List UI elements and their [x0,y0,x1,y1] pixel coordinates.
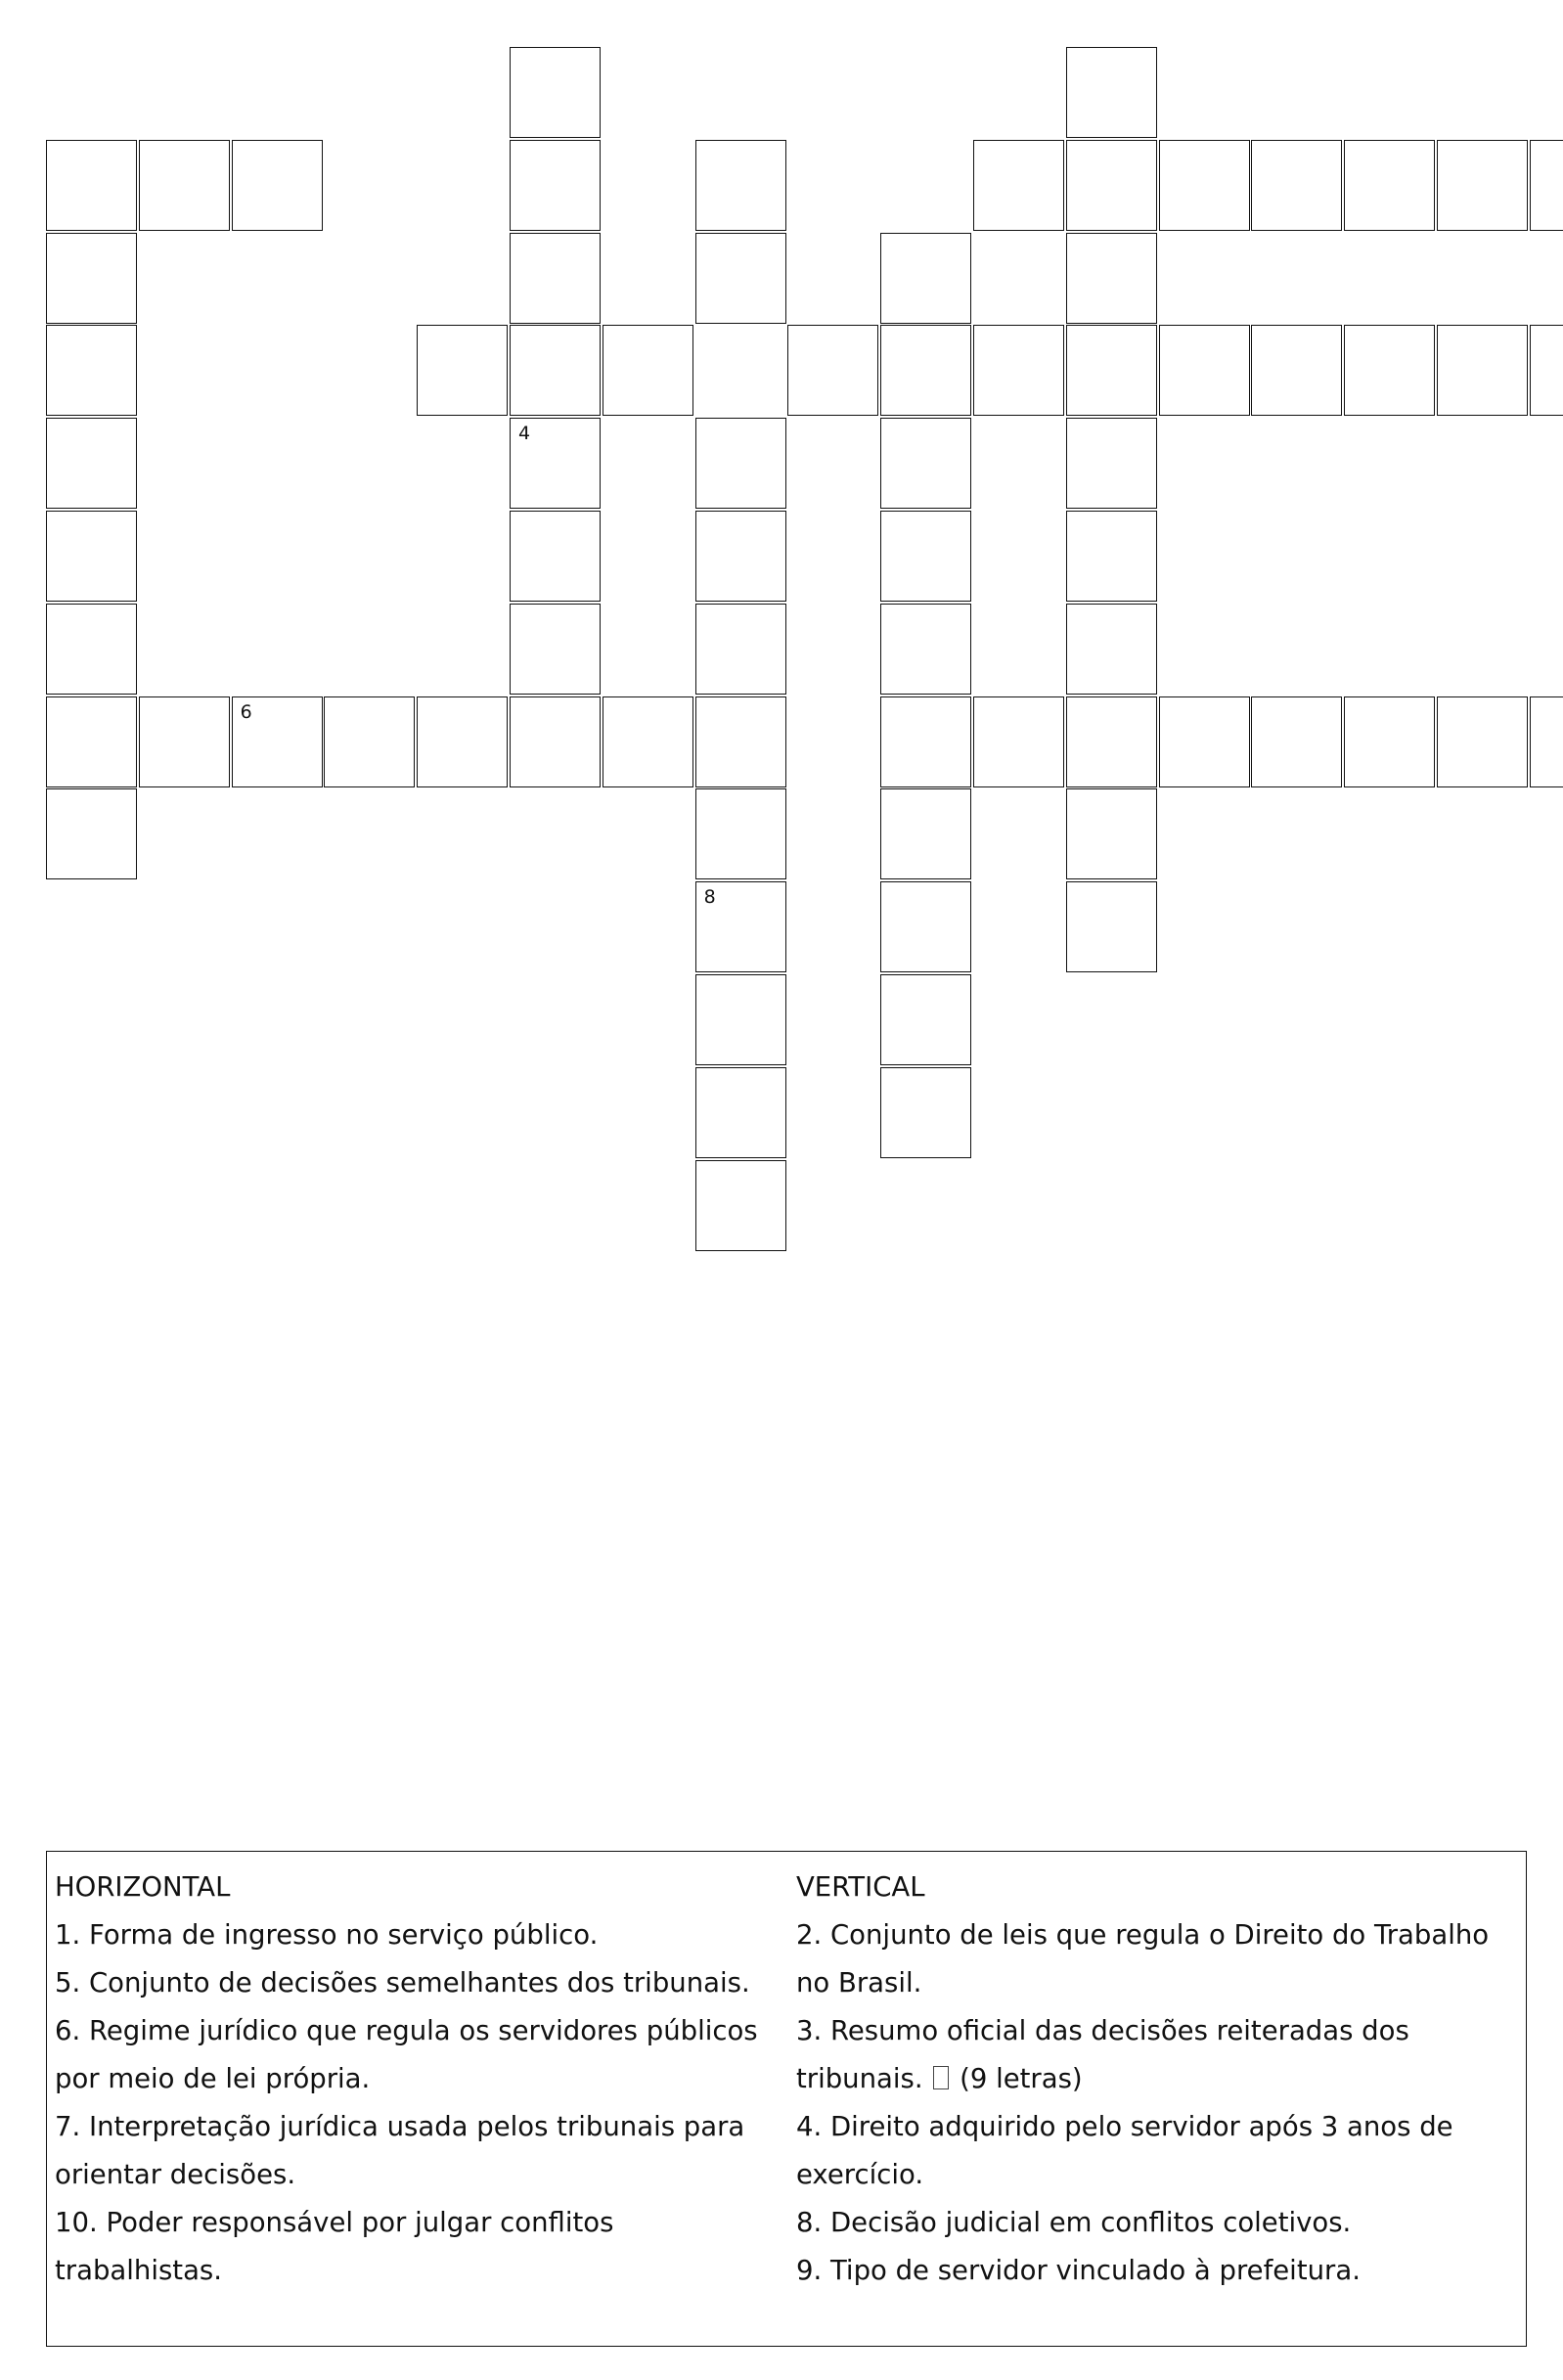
grid-cell[interactable] [880,974,971,1065]
horizontal-title: HORIZONTAL [55,1871,231,1903]
grid-cell[interactable] [1251,140,1342,231]
missing-glyph-icon [933,2066,949,2089]
grid-cell[interactable] [880,418,971,509]
clue-v-2: 2. Conjunto de leis que regula o Direito do Trabalho no Brasil. [796,1919,1490,1998]
grid-cell[interactable] [695,140,786,231]
grid-cell[interactable] [973,696,1064,787]
grid-cell[interactable] [46,788,137,879]
clue-h-1: 1. Forma de ingresso no serviço público. [55,1919,599,1951]
grid-cell[interactable] [1437,140,1528,231]
grid-cell[interactable] [46,418,137,509]
grid-cell[interactable] [232,140,323,231]
grid-cell[interactable] [880,604,971,695]
grid-cell[interactable] [1251,325,1342,416]
grid-cell[interactable] [603,696,693,787]
clue-h-6: 6. Regime jurídico que regula os servidores públicos por meio de lei própria. [55,2015,758,2094]
clue-v-3-suffix: (9 letras) [960,2063,1083,2094]
grid-cell[interactable] [46,233,137,324]
clue-number: 4 [518,423,531,445]
grid-cell[interactable] [510,325,601,416]
clue-v-9: 9. Tipo de servidor vinculado à prefeitura. [796,2255,1361,2286]
grid-cell[interactable] [1344,325,1435,416]
grid-cell[interactable] [880,696,971,787]
grid-cell[interactable] [695,233,786,324]
grid-cell[interactable] [510,418,601,509]
grid-cell[interactable] [417,325,508,416]
grid-cell[interactable] [973,325,1064,416]
grid-cell[interactable] [695,974,786,1065]
grid-cell[interactable] [417,696,508,787]
grid-cell[interactable] [880,325,971,416]
clue-v-8: 8. Decisão judicial em conflitos coletivos. [796,2207,1352,2238]
grid-cell[interactable] [880,881,971,972]
grid-cell[interactable] [139,696,230,787]
grid-cell[interactable] [603,325,693,416]
grid-cell[interactable] [1066,881,1157,972]
grid-cell[interactable] [695,418,786,509]
grid-cell[interactable] [510,140,601,231]
grid-cell[interactable] [1066,511,1157,602]
grid-cell[interactable] [510,233,601,324]
grid-cell[interactable] [880,788,971,879]
grid-cell[interactable] [1251,696,1342,787]
grid-cell[interactable] [1066,696,1157,787]
grid-cell[interactable] [695,881,786,972]
grid-cell[interactable] [1066,788,1157,879]
grid-cell[interactable] [1159,325,1250,416]
grid-cell[interactable] [880,511,971,602]
clue-v-4: 4. Direito adquirido pelo servidor após 3 anos de exercício. [796,2111,1453,2190]
grid-cell[interactable] [139,140,230,231]
grid-cell[interactable] [787,325,878,416]
clue-number: 6 [240,700,252,723]
clue-v-3-text: 3. Resumo oficial das decisões reiteradas dos tribunais. [796,2015,1409,2094]
grid-cell[interactable] [880,233,971,324]
grid-cell[interactable] [1159,140,1250,231]
clue-h-7: 7. Interpretação jurídica usada pelos tribunais para orientar decisões. [55,2111,745,2190]
grid-cell[interactable] [46,604,137,695]
grid-cell[interactable] [1437,696,1528,787]
grid-cell[interactable] [1066,604,1157,695]
grid-cell[interactable] [1344,696,1435,787]
clue-h-10: 10. Poder responsável por julgar conflitos trabalhistas. [55,2207,614,2286]
clue-number: 8 [703,886,716,909]
vertical-clues [796,1864,1525,2295]
grid-cell[interactable] [46,696,137,787]
grid-cell[interactable] [510,47,601,138]
vertical-title: VERTICAL [796,1871,925,1903]
grid-cell[interactable] [324,696,415,787]
grid-cell[interactable] [1066,325,1157,416]
grid-cell[interactable] [510,696,601,787]
grid-cell[interactable] [1530,140,1563,231]
grid-cell[interactable] [695,511,786,602]
grid-cell[interactable] [46,325,137,416]
grid-cell[interactable] [695,1160,786,1251]
clues-box [46,1851,1527,2347]
grid-cell[interactable] [1159,696,1250,787]
grid-cell[interactable] [1530,325,1563,416]
grid-cell[interactable] [1530,696,1563,787]
grid-cell[interactable] [695,1067,786,1158]
grid-cell[interactable] [1066,47,1157,138]
grid-cell[interactable] [1344,140,1435,231]
grid-cell[interactable] [510,604,601,695]
grid-cell[interactable] [510,511,601,602]
grid-cell[interactable] [1066,418,1157,509]
grid-cell[interactable] [1066,233,1157,324]
grid-cell[interactable] [232,696,323,787]
horizontal-clues [55,1864,779,2295]
grid-cell[interactable] [46,511,137,602]
grid-cell[interactable] [695,788,786,879]
grid-cell[interactable] [695,604,786,695]
grid-cell[interactable] [880,1067,971,1158]
grid-cell[interactable] [695,696,786,787]
grid-cell[interactable] [46,140,137,231]
grid-cell[interactable] [1066,140,1157,231]
clue-v-3 [796,2007,1525,2103]
clue-h-5: 5. Conjunto de decisões semelhantes dos tribunais. [55,1967,750,1998]
grid-cell[interactable] [973,140,1064,231]
grid-cell[interactable] [1437,325,1528,416]
